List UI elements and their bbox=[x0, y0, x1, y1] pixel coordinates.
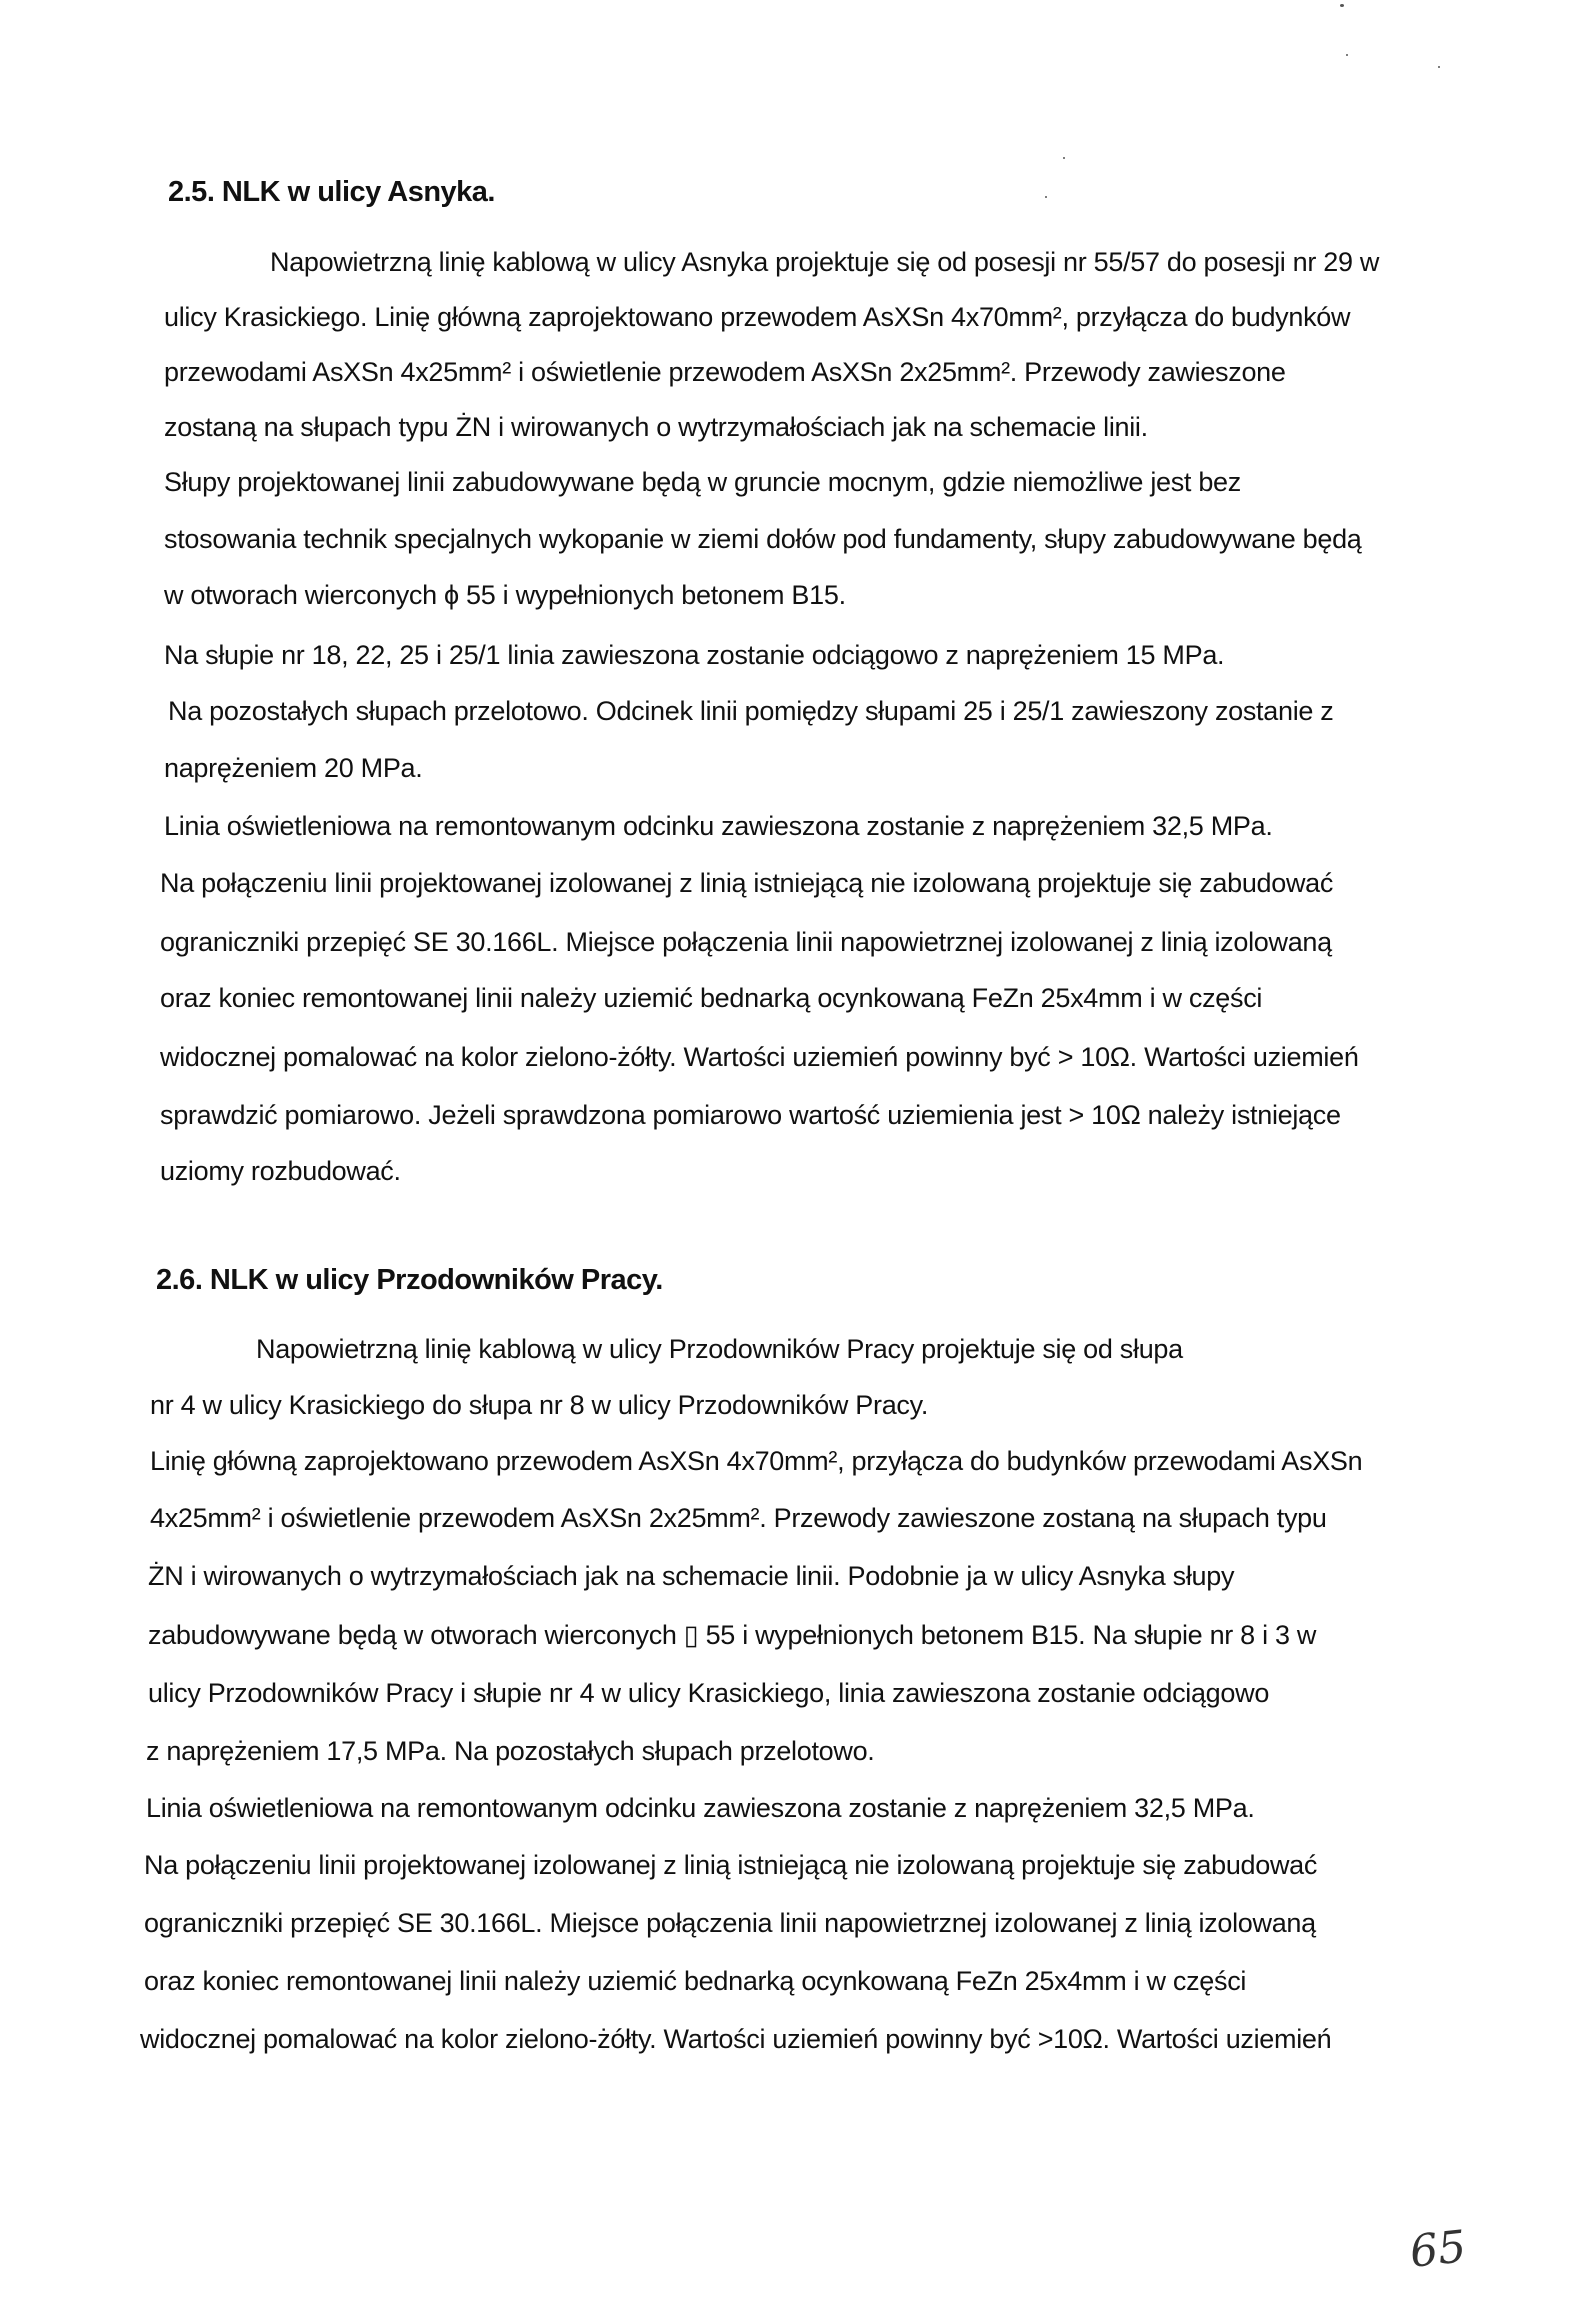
text-line: Na pozostałych słupach przelotowo. Odcinek linii pomiędzy słupami 25 i 25/1 zawieszony zostanie z bbox=[168, 696, 1334, 726]
scan-speck bbox=[1045, 196, 1047, 198]
text-line: sprawdzić pomiarowo. Jeżeli sprawdzona pomiarowo wartość uziemienia jest > 10Ω należy istniejące bbox=[160, 1100, 1341, 1130]
scan-speck bbox=[1340, 4, 1344, 7]
text-line: ŻN i wirowanych o wytrzymałościach jak na schemacie linii. Podobnie ja w ulicy Asnyka słupy bbox=[148, 1561, 1235, 1591]
text-line: przewodami AsXSn 4x25mm² i oświetlenie przewodem AsXSn 2x25mm². Przewody zawieszone bbox=[164, 357, 1286, 387]
text-line: Na połączeniu linii projektowanej izolowanej z linią istniejącą nie izolowaną projektuje się zabudować bbox=[160, 868, 1334, 898]
text-line: uziomy rozbudować. bbox=[160, 1156, 401, 1186]
text-line: Napowietrzną linię kablową w ulicy Przodowników Pracy projektuje się od słupa bbox=[256, 1334, 1183, 1364]
scan-speck bbox=[1438, 66, 1440, 68]
text-line: oraz koniec remontowanej linii należy uziemić bednarką ocynkowaną FeZn 25x4mm i w części bbox=[144, 1966, 1247, 1996]
text-line: Na połączeniu linii projektowanej izolowanej z linią istniejącą nie izolowaną projektuje się zabudować bbox=[144, 1850, 1318, 1880]
text-line: zabudowywane będą w otworach wierconych ▯ 55 i wypełnionych betonem B15. Na słupie nr 8 i 3 w bbox=[148, 1620, 1317, 1650]
text-line: Linia oświetleniowa na remontowanym odcinku zawieszona zostanie z naprężeniem 32,5 MPa. bbox=[164, 811, 1273, 841]
scan-speck bbox=[1346, 54, 1348, 56]
text-line: 4x25mm² i oświetlenie przewodem AsXSn 2x25mm². Przewody zawieszone zostaną na słupach typu bbox=[150, 1503, 1327, 1533]
text-line: Słupy projektowanej linii zabudowywane będą w gruncie mocnym, gdzie niemożliwe jest bez bbox=[164, 467, 1241, 497]
handwritten-page-number: 65 bbox=[1407, 2221, 1469, 2278]
text-line: ulicy Krasickiego. Linię główną zaprojektowano przewodem AsXSn 4x70mm², przyłącza do budynków bbox=[164, 302, 1351, 332]
text-line: Linia oświetleniowa na remontowanym odcinku zawieszona zostanie z naprężeniem 32,5 MPa. bbox=[146, 1793, 1255, 1823]
text-line: widocznej pomalować na kolor zielono-żółty. Wartości uziemień powinny być > 10Ω. Wartości uziemień bbox=[160, 1042, 1359, 1072]
text-line: Na słupie nr 18, 22, 25 i 25/1 linia zawieszona zostanie odciągowo z naprężeniem 15 MPa. bbox=[164, 640, 1225, 670]
text-line: Linię główną zaprojektowano przewodem AsXSn 4x70mm², przyłącza do budynków przewodami AsXSn bbox=[150, 1446, 1363, 1476]
text-line: naprężeniem 20 MPa. bbox=[164, 753, 423, 783]
text-line: oraz koniec remontowanej linii należy uziemić bednarką ocynkowaną FeZn 25x4mm i w części bbox=[160, 983, 1263, 1013]
text-line: z naprężeniem 17,5 MPa. Na pozostałych słupach przelotowo. bbox=[146, 1736, 875, 1766]
text-line: Napowietrzną linię kablową w ulicy Asnyka projektuje się od posesji nr 55/57 do posesji nr 29 w bbox=[270, 247, 1380, 277]
text-line: nr 4 w ulicy Krasickiego do słupa nr 8 w ulicy Przodowników Pracy. bbox=[150, 1390, 929, 1420]
text-line: stosowania technik specjalnych wykopanie w ziemi dołów pod fundamenty, słupy zabudowywane będą bbox=[164, 524, 1362, 554]
text-line: widocznej pomalować na kolor zielono-żółty. Wartości uziemień powinny być >10Ω. Wartości uziemień bbox=[140, 2024, 1332, 2054]
text-line: w otworach wierconych ϕ 55 i wypełnionych betonem B15. bbox=[164, 580, 846, 610]
text-line: zostaną na słupach typu ŻN i wirowanych o wytrzymałościach jak na schemacie linii. bbox=[164, 412, 1148, 442]
text-line: ograniczniki przepięć SE 30.166L. Miejsce połączenia linii napowietrznej izolowanej z linią izolowaną bbox=[144, 1908, 1316, 1938]
text-line: ograniczniki przepięć SE 30.166L. Miejsce połączenia linii napowietrznej izolowanej z linią izolowaną bbox=[160, 927, 1332, 957]
scan-speck bbox=[1063, 157, 1065, 159]
section-heading-przodownikow: 2.6. NLK w ulicy Przodowników Pracy. bbox=[156, 1264, 663, 1296]
text-line: ulicy Przodowników Pracy i słupie nr 4 w ulicy Krasickiego, linia zawieszona zostanie odciągowo bbox=[148, 1678, 1270, 1708]
section-heading-asnyka: 2.5. NLK w ulicy Asnyka. bbox=[168, 176, 495, 208]
